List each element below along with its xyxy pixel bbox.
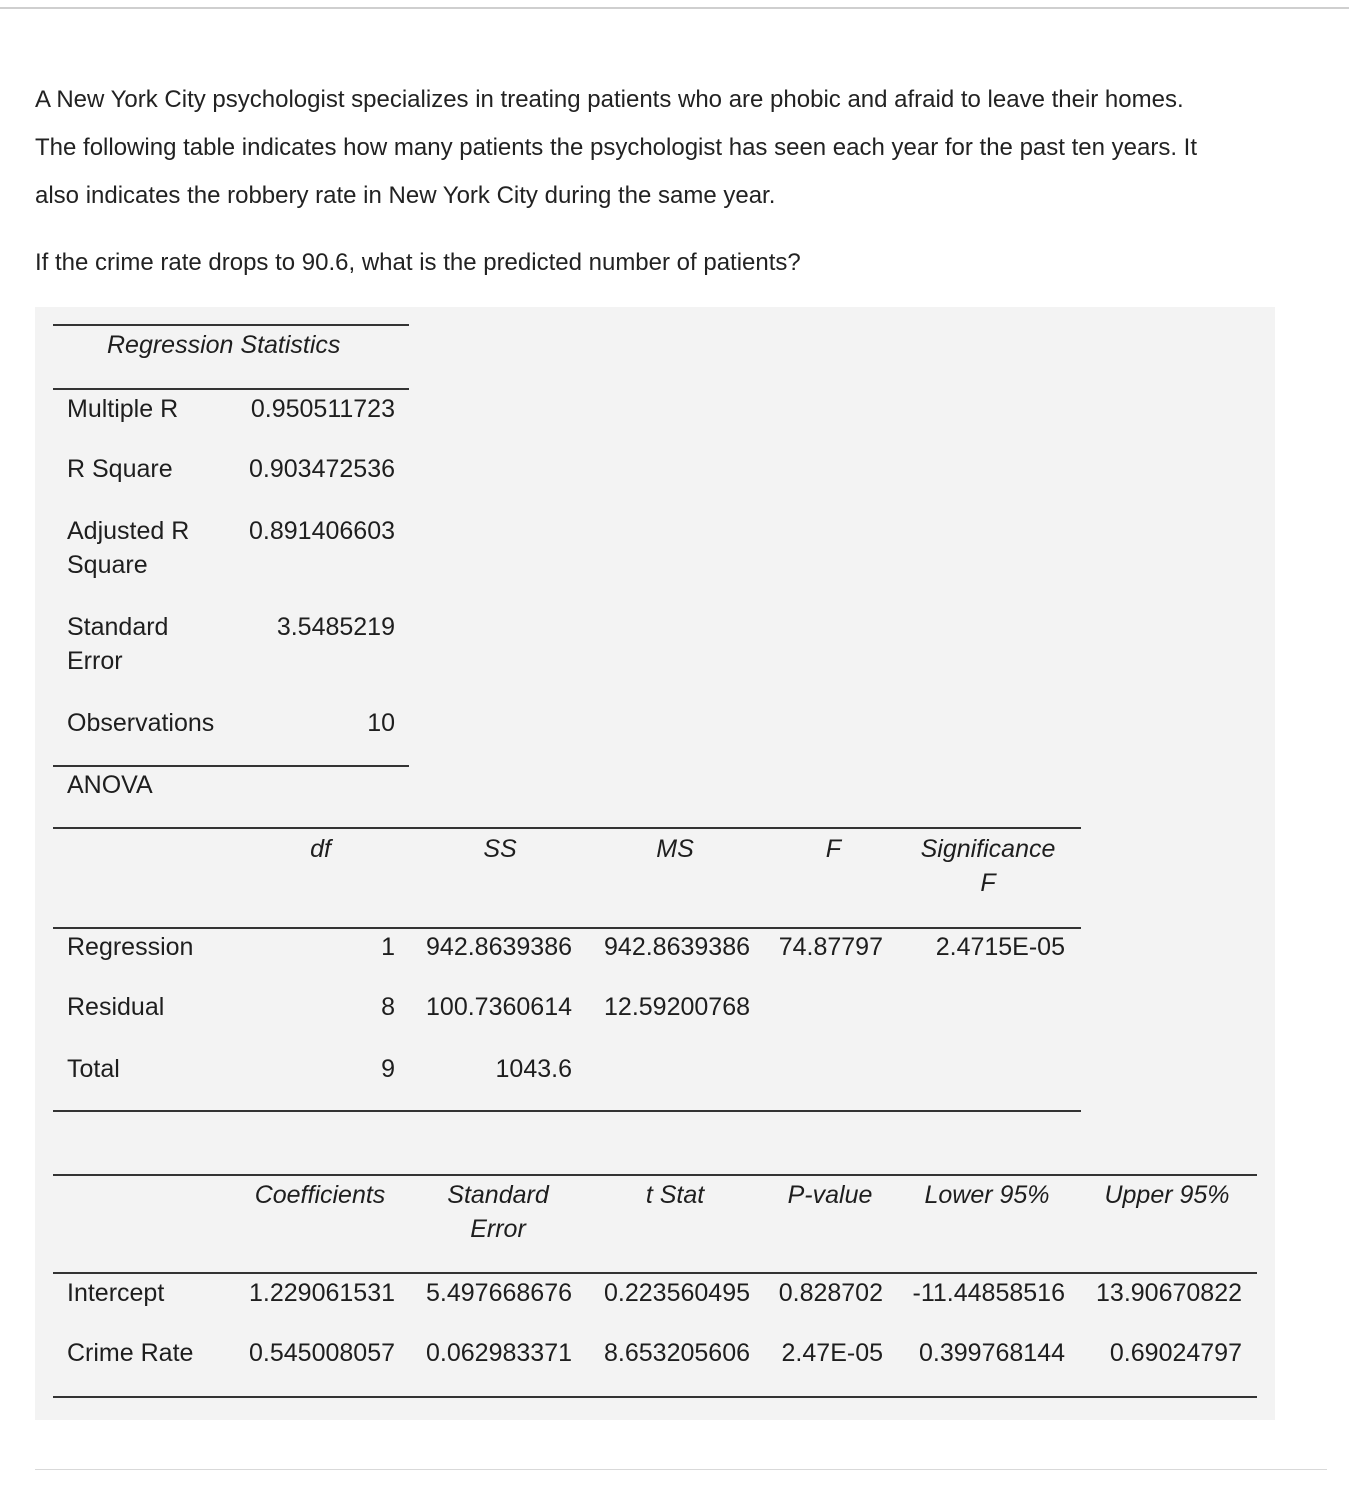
coef-cell-t-stat: 0.223560495 [604, 1279, 750, 1307]
coef-cell-upper-95: 0.69024797 [1109, 1339, 1242, 1367]
regstats-label: R Square [67, 455, 173, 483]
coef-header-standard-error: Standard [447, 1181, 549, 1209]
intro-line-3: also indicates the robbery rate in New York City during the same year. [35, 182, 776, 209]
regstats-label: Standard [67, 613, 169, 641]
coef-header-p-value: P-value [787, 1181, 873, 1209]
coef-row-label: Crime Rate [67, 1339, 194, 1367]
anova-cell-ms: 942.8639386 [604, 933, 750, 961]
coef-header-upper-95: Upper 95% [1104, 1181, 1230, 1209]
regstats-value: 3.5485219 [276, 613, 395, 641]
regstats-value: 0.891406603 [249, 517, 395, 545]
regression-output-panel [35, 307, 1275, 1420]
regstats-label-line2: Square [67, 551, 148, 579]
regstats-label: Observations [67, 709, 215, 737]
anova-header-rule [53, 927, 1081, 929]
regstats-value: 10 [367, 709, 395, 737]
anova-cell-df: 1 [381, 933, 395, 961]
anova-header-f: F [825, 835, 841, 863]
anova-header-significance-line2: F [980, 869, 996, 897]
anova-cell-f: 74.87797 [778, 933, 883, 961]
coef-cell-coefficient: 1.229061531 [249, 1279, 395, 1307]
question-intro [35, 76, 1325, 220]
question-text: If the crime rate drops to 90.6, what is the predicted number of patients? [35, 249, 801, 276]
coef-top-rule [53, 1174, 1257, 1176]
regstats-label: Adjusted R [67, 517, 190, 545]
anova-cell-ss: 1043.6 [495, 1055, 572, 1083]
coef-cell-standard-error: 0.062983371 [426, 1339, 572, 1367]
coef-cell-lower-95: -11.44858516 [912, 1279, 1065, 1307]
anova-header-ms: MS [656, 835, 694, 863]
coef-bottom-rule [53, 1396, 1257, 1398]
coef-row-label: Intercept [67, 1279, 165, 1307]
bottom-divider [35, 1469, 1327, 1470]
intro-line-2: The following table indicates how many patients the psychologist has seen each year for the past ten years. It [35, 134, 1197, 161]
regstats-label: Multiple R [67, 395, 179, 423]
coef-cell-standard-error: 5.497668676 [426, 1279, 572, 1307]
anova-bottom-rule [53, 1110, 1081, 1112]
anova-cell-ss: 942.8639386 [426, 933, 572, 961]
coef-cell-p-value: 2.47E-05 [781, 1339, 883, 1367]
anova-cell-ss: 100.7360614 [426, 993, 572, 1021]
anova-cell-ms: 12.59200768 [604, 993, 750, 1021]
anova-top-rule [53, 827, 1081, 829]
intro-line-1: A New York City psychologist specializes in treating patients who are phobic and afraid to leave their homes. [35, 86, 1184, 113]
coef-header-lower-95: Lower 95% [924, 1181, 1050, 1209]
anova-title: ANOVA [67, 771, 153, 799]
top-divider [0, 7, 1349, 9]
coef-cell-p-value: 0.828702 [778, 1279, 883, 1307]
coef-header-rule [53, 1272, 1257, 1274]
anova-cell-df: 8 [381, 993, 395, 1021]
anova-cell-df: 9 [381, 1055, 395, 1083]
coef-cell-lower-95: 0.399768144 [919, 1339, 1065, 1367]
regstats-top-rule [53, 324, 409, 326]
coef-header-coefficients: Coefficients [254, 1181, 386, 1209]
coef-cell-t-stat: 8.653205606 [604, 1339, 750, 1367]
regstats-header-rule [53, 388, 409, 390]
anova-row-label: Regression [67, 933, 194, 961]
regstats-value: 0.950511723 [250, 395, 395, 423]
regstats-bottom-rule [53, 765, 409, 767]
anova-header-ss: SS [483, 835, 517, 863]
coef-header-standard-error-line2: Error [470, 1215, 526, 1243]
anova-header-significance: Significance [920, 835, 1056, 863]
coef-cell-upper-95: 13.90670822 [1096, 1279, 1242, 1307]
anova-header-df: df [310, 835, 331, 863]
regstats-title: Regression Statistics [107, 331, 341, 359]
regstats-label-line2: Error [67, 647, 123, 675]
anova-row-label: Total [67, 1055, 120, 1083]
anova-row-label: Residual [67, 993, 165, 1021]
coef-cell-coefficient: 0.545008057 [249, 1339, 395, 1367]
coef-header-t-stat: t Stat [645, 1181, 705, 1209]
regstats-value: 0.903472536 [249, 455, 395, 483]
anova-cell-significance: 2.4715E-05 [935, 933, 1065, 961]
